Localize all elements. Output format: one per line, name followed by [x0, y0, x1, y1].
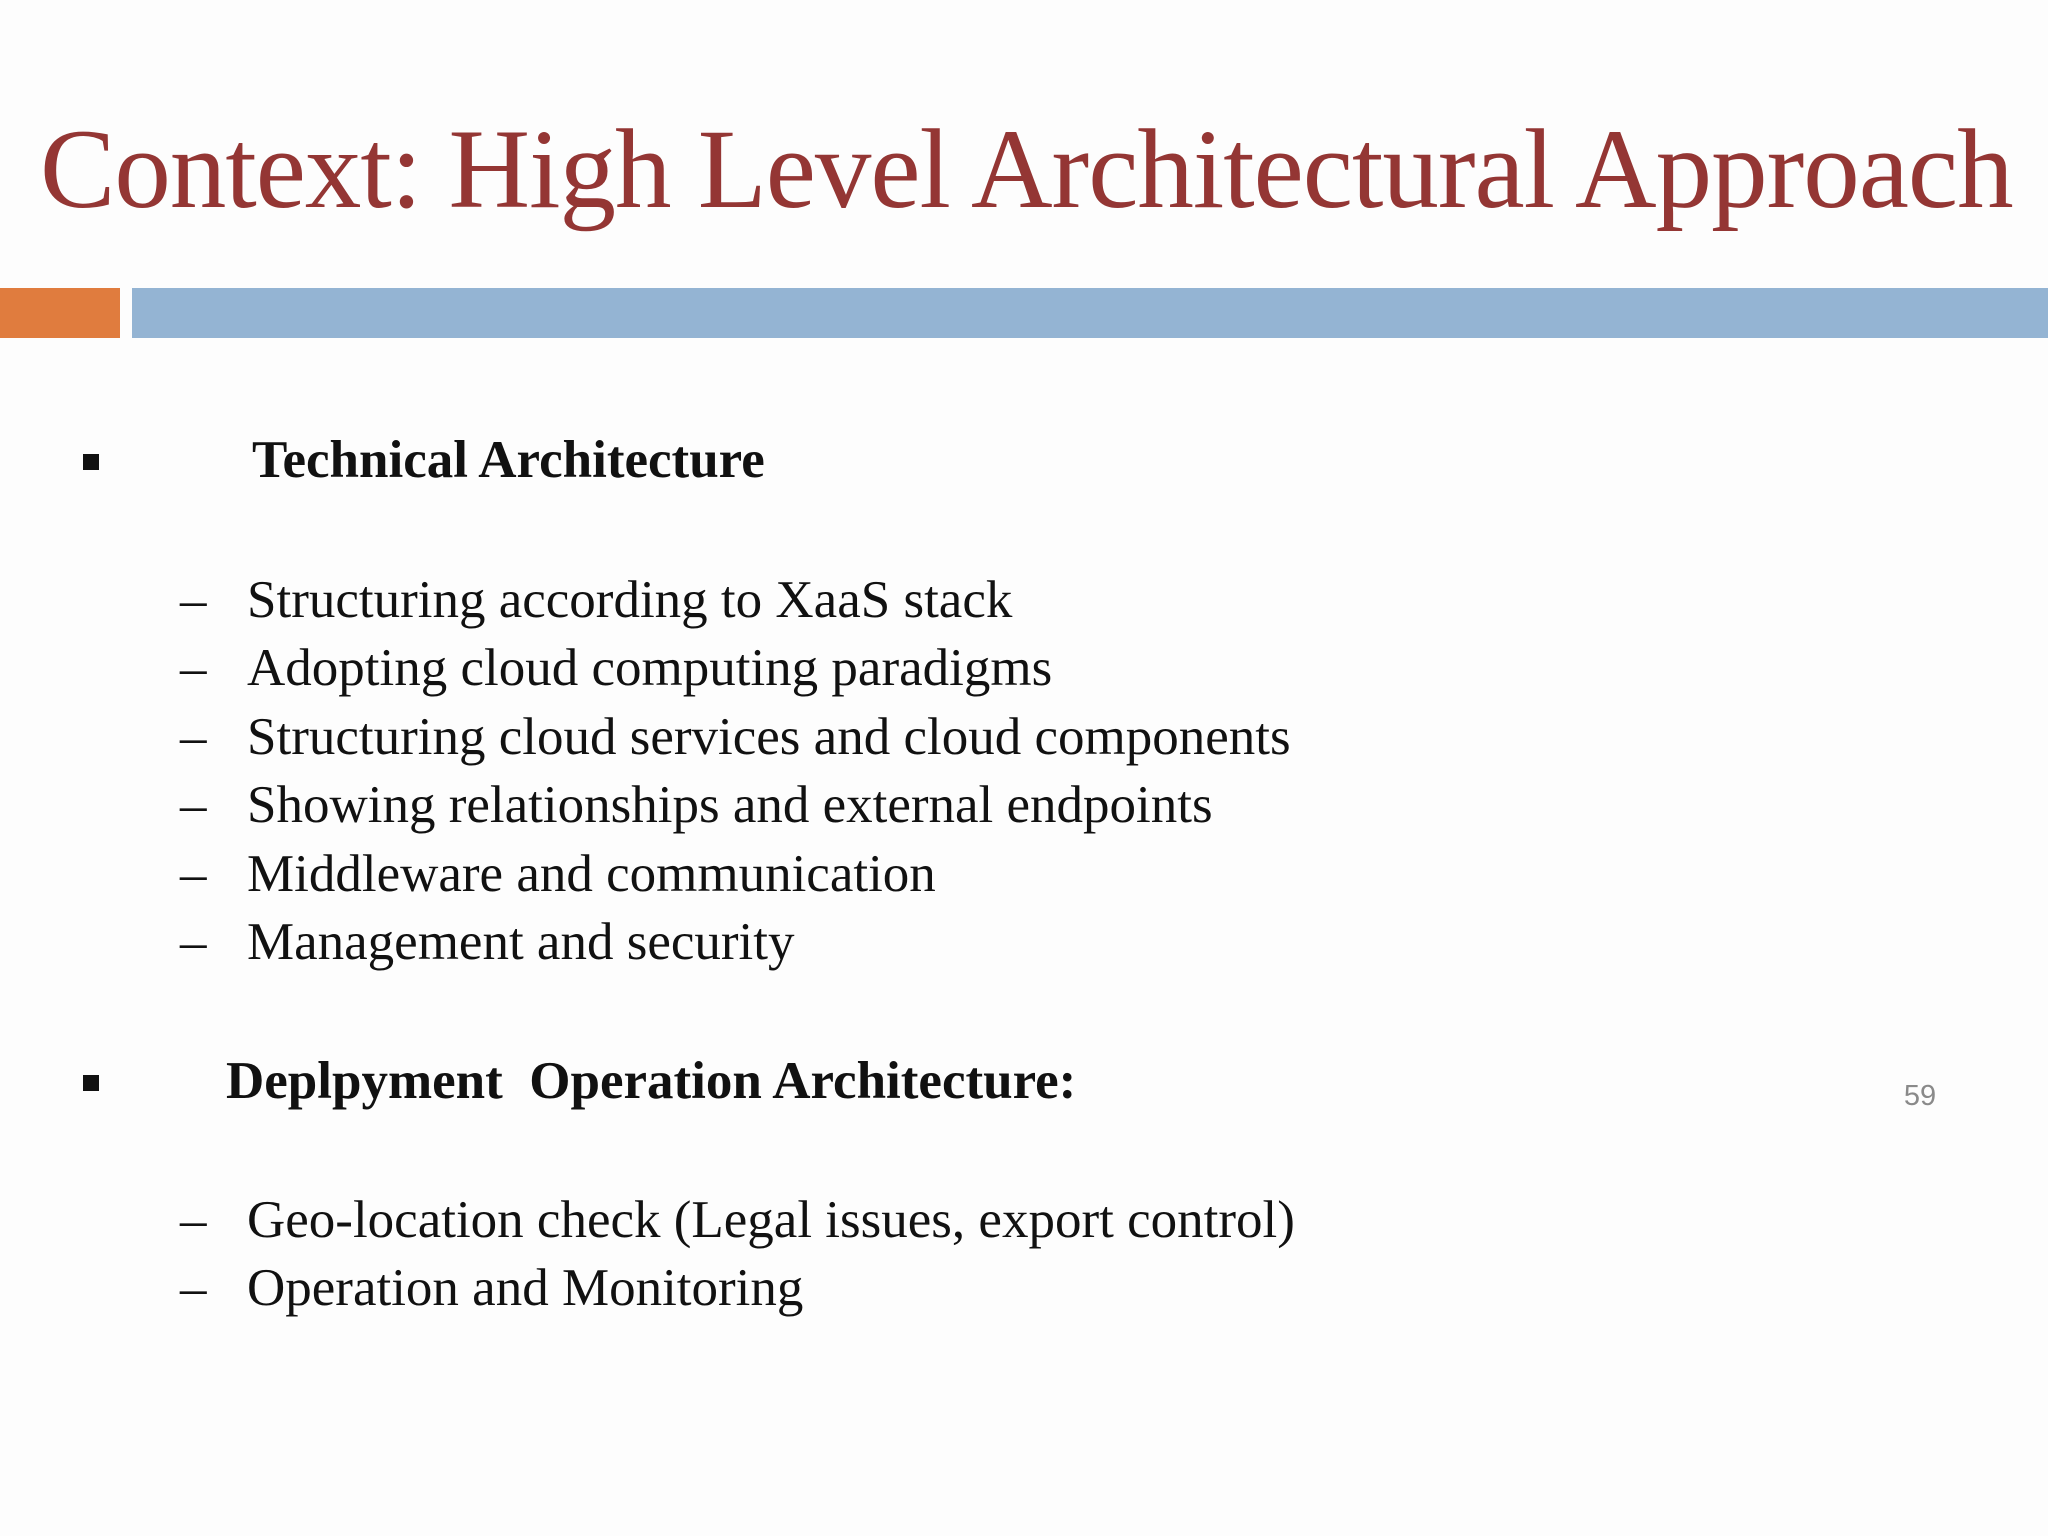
section-heading: Technical Architecture — [252, 431, 765, 489]
list-item-text: Showing relationships and external endpoints — [247, 776, 1213, 835]
section-heading-row — [0, 425, 1400, 495]
accent-bar-orange — [0, 288, 120, 338]
list-item — [0, 771, 1500, 839]
dash-bullet-icon: – — [180, 639, 207, 698]
section-heading-row — [0, 1046, 1400, 1116]
list-item-text: Adopting cloud computing paradigms — [247, 639, 1053, 698]
list-item — [0, 1254, 1500, 1322]
list-item-text: Structuring according to XaaS stack — [247, 571, 1013, 629]
dash-bullet-icon: – — [180, 776, 207, 835]
list-item — [0, 840, 1500, 908]
dash-bullet-icon: – — [180, 1259, 207, 1318]
list-item — [0, 634, 1500, 702]
list-item — [0, 908, 1500, 976]
list-item-text: Operation and Monitoring — [247, 1259, 804, 1318]
dash-bullet-icon: – — [180, 707, 207, 766]
list-item-text: Geo-location check (Legal issues, export control) — [247, 1191, 1295, 1249]
list-item — [0, 1186, 1500, 1254]
dash-bullet-icon: – — [180, 912, 207, 971]
dash-bullet-icon: – — [180, 571, 207, 629]
dash-bullet-icon: – — [180, 1191, 207, 1249]
slide-title: Context: High Level Architectural Approach — [40, 107, 2013, 232]
list-item — [0, 703, 1500, 771]
accent-bar-blue — [132, 288, 2048, 338]
page-number: 59 — [1903, 1080, 1937, 1112]
section-item-list — [0, 1186, 1500, 1323]
dash-bullet-icon: – — [180, 844, 207, 903]
square-bullet-icon — [83, 454, 99, 470]
section-heading: Deplpyment Operation Architecture: — [226, 1052, 1077, 1110]
list-item — [0, 566, 1500, 634]
square-bullet-icon — [83, 1075, 99, 1091]
list-item-text: Structuring cloud services and cloud components — [247, 707, 1291, 766]
list-item-text: Middleware and communication — [247, 844, 936, 903]
list-item-text: Management and security — [247, 912, 795, 971]
section-item-list — [0, 566, 1500, 976]
